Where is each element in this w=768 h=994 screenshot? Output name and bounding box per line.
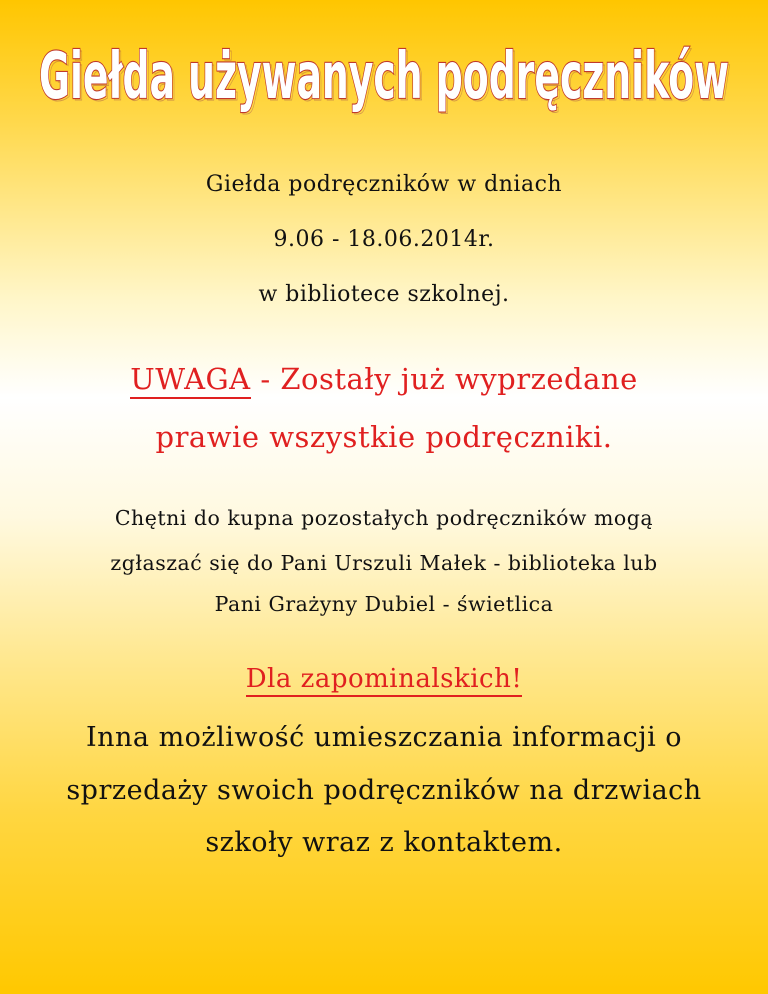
reminder-heading-text: Dla zapominalskich! [246, 664, 523, 697]
warning-line-2: prawie wszystkie podręczniki. [155, 420, 613, 454]
warning-highlight: UWAGA [130, 362, 250, 399]
reminder-line-2: sprzedaży swoich podręczników na drzwiach [66, 775, 702, 806]
poster-title [0, 28, 768, 123]
intro-line-1: Giełda podręczników w dniach [205, 172, 563, 197]
intro-dates: 9.06 - 18.06.2014r. [273, 227, 495, 252]
poster-title-shadow: Giełda używanych podręczników [41, 42, 731, 116]
contact-line-2: zgłaszać się do Pani Urszuli Małek - biblioteka lub [110, 551, 658, 575]
poster-title-text: Giełda używanych podręczników [39, 40, 729, 114]
warning-line-1-rest: - Zostały już wyprzedane [250, 362, 638, 396]
reminder-line-3: szkoły wraz z kontaktem. [205, 827, 563, 858]
contact-line-3: Pani Grażyny Dubiel - świetlica [214, 592, 554, 616]
reminder-heading [0, 664, 768, 694]
contact-line-1: Chętni do kupna pozostałych podręczników mogą [114, 506, 654, 530]
intro-location: w bibliotece szkolnej. [258, 282, 510, 307]
poster-title-art [0, 28, 768, 123]
warning-line-1 [0, 362, 768, 396]
reminder-line-1: Inna możliwość umieszczania informacji o [85, 722, 683, 753]
